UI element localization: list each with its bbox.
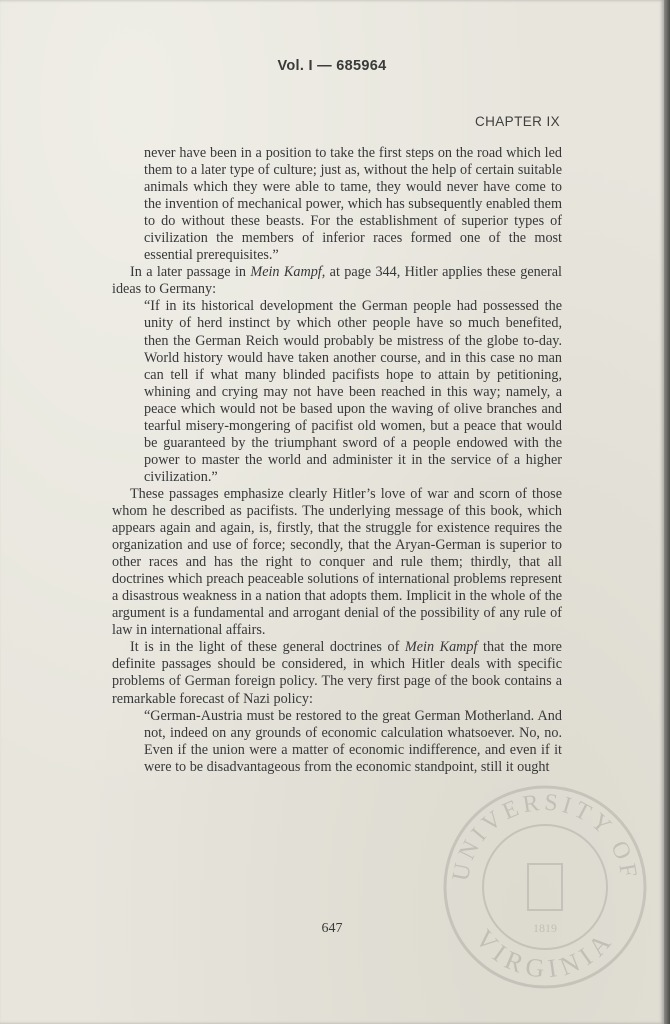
block-quote-german-people: “If in its historical development the German people had possessed the unity of herd instinct by which other people have so much benefited, then the German Reich would probably be mistress of the globe to-day. World history would have taken another course, and in this case no man can tell if what many blinded pacifists hope to attain by petitioning, whining and crying may not have been reached in this way; namely, a peace which would not be based upon the waving of olive branches and tearful misery-mongering of pacifist old women, but a peace that would be guaranteed by the triumphant sword of a people endowed with the power to master the world and administer it in the service of a higher civilization.”	[144, 298, 562, 485]
book-title: Mein Kampf	[404, 639, 478, 656]
svg-text:VIRGINIA: VIRGINIA	[469, 924, 621, 984]
paragraph-later-passage	[112, 264, 562, 298]
university-seal-watermark	[440, 782, 650, 992]
chapter-label: CHAPTER IX	[474, 114, 560, 129]
paragraph-text: at page 344, Hitler applies these general ideas to Germany:	[112, 264, 562, 298]
svg-text:1819: 1819	[533, 921, 557, 935]
quote-continued: never have been in a position to take the first steps on the road which led them to a later type of culture; just as, without the help of certain suitable animals which they were able to tame, they would never have come to the invention of mechanical power, which has subsequently enabled them to do without these beasts. For the establishment of superior types of civilization the members of inferior races formed one of the most essential prerequisites.”	[144, 145, 562, 264]
paragraph-passages-emphasize: These passages emphasize clearly Hitler’s love of war and scorn of those whom he described as pacifists. The underlying message of this book, which appears again and again, is, firstly, that the struggle for existence requires the organization and use of force; secondly, that the Aryan-German is superior to other races and has the right to conquer and rule them; thirdly, that all doctrines which preach peaceable solutions of international problems represent a disastrous weakness in a nation that adopts them. Implicit in the whole of the argument is a fundamental and arrogant denial of the possibility of any rule of law in international affairs.	[112, 485, 562, 639]
page-number: 647	[321, 921, 343, 936]
page-edge	[664, 0, 670, 1024]
svg-text:UNIVERSITY OF: UNIVERSITY OF	[447, 789, 643, 884]
book-title: Mein Kampf,	[250, 264, 326, 281]
running-head: Vol. I — 685964	[277, 58, 387, 74]
body-text	[112, 145, 562, 776]
paragraph-text: It is in the light of these general doctrines of	[130, 639, 405, 656]
block-quote-german-austria: “German-Austria must be restored to the great German Motherland. And not, indeed on any grounds of economic calculation whatsoever. No, no. Even if the union were a matter of economic indifference, and even if it were to be disadvantageous from the economic standpoint, still it ought	[144, 707, 562, 775]
paragraph-text: that the more definite passages should be considered, in which Hitler deals with specific problems of German foreign policy. The very first page of the book contains a remarkable forecast of Nazi policy:	[112, 639, 562, 707]
paragraph-general-doctrines	[112, 639, 562, 707]
paragraph-text: In a later passage in	[130, 264, 251, 281]
